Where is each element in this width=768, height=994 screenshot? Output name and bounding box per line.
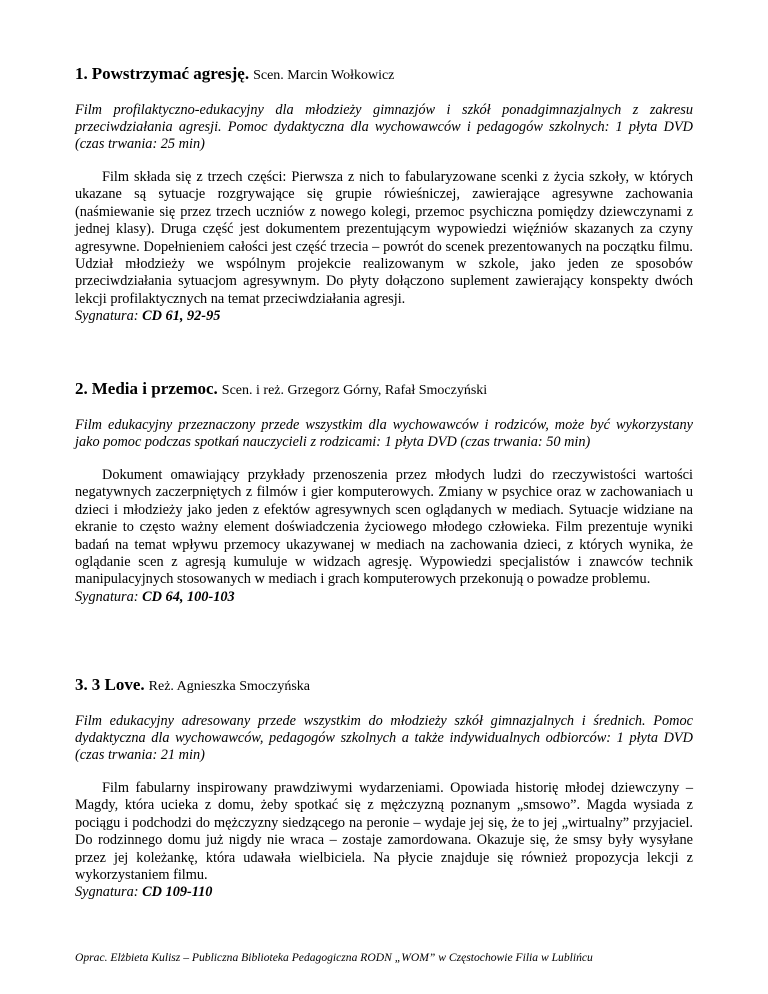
entry-description: Film składa się z trzech części: Pierwsza z nich to fabularyzowane scenki z życia szkoły, w których ukazane są sytuacje rozgrywające się grupie rówieśniczej, zawierające agresywne zachowania (naśmiewanie się przez trzech uczniów z nowego kolegi, przemoc psychiczna pomiędzy dziewczynami z jednej klasy). Druga część jest dokumentem prezentującym wypowiedzi więźniów skazanych za czyny agresywne. Dopełnieniem całości jest część trzecia – powrót do scenek prezentowanych na początku filmu. Udział młodzieży we wspólnym projekcie realizowanym w szkole, jako jeden ze sposobów przeciwdziałania sytuacjom agresywnym. Do płyty dołączono suplement zawierający konspekty dwóch lekcji profilaktycznych na temat przeciwdziałania agresji. [75, 169, 693, 307]
entry-subtitle: Film edukacyjny adresowany przede wszystkim do młodzieży szkół gimnazjalnych i średnich. Pomoc dydaktyczna dla wychowawców, pedagogów szkolnych a także indywidualnych odbiorców: 1 płyta DVD (czas trwania: 21 min) [75, 713, 693, 763]
signature-value: CD 64, 100-103 [142, 588, 235, 605]
entry-credits: Scen. i reż. Grzegorz Górny, Rafał Smoczyński [221, 383, 488, 398]
entry-description: Film fabularny inspirowany prawdziwymi wydarzeniami. Opowiada historię młodej dziewczyny – Magdy, która ucieka z domu, żeby spotkać się z mężczyzną poznanym „smsowo”. Magda wysiada z pociągu i podchodzi do mężczyzny siedzącego na peronie – wydaje jej się, że to jej „wirtualny” przyjaciel. Do rodzinnego domu już nigdy nie wraca – zostaje zamordowana. Okazuje się, że smsy były wysyłane przez jej koleżankę, która udawała wielbiciela. Na płycie znajduje się również propozycja lekcji z wykorzystaniem filmu. [75, 780, 693, 884]
entry-number: 1. [75, 64, 88, 83]
entry-credits: Reż. Agnieszka Smoczyńska [148, 679, 310, 694]
entry-subtitle: Film profilaktyczno-edukacyjny dla młodzieży gimnazjów i szkół ponadgimnazjalnych z zakresu przeciwdziałania agresji. Pomoc dydaktyczna dla wychowawców i pedagogów szkolnych: 1 płyta DVD (czas trwania: 25 min) [75, 102, 693, 152]
signature-label: Sygnatura: [75, 884, 139, 901]
entry-title: Powstrzymać agresję. [91, 64, 250, 83]
entry-signature [75, 308, 693, 325]
signature-value: CD 109-110 [142, 884, 213, 901]
entry-2 [75, 379, 693, 606]
entry-description: Dokument omawiający przykłady przenoszenia przez młodych ludzi do rzeczywistości wartości negatywnych zaczerpniętych z filmów i gier komputerowych. Zmiany w psychice oraz w zachowaniach u dzieci i młodzieży jako jeden z efektów agresywnych scen oglądanych w mediach. Sytuacje widziane na ekranie to często ważny element doświadczenia życiowego młodego człowieka. Film prezentuje wyniki badań na temat wpływu przemocy ukazywanej w mediach na zachowania dzieci, z których wynika, że oglądanie scen z agresją kumuluje w widzach agresję. Wypowiedzi specjalistów i znawców technik manipulacyjnych stosowanych w mediach i grach komputerowych przekonują o powadze problemu. [75, 467, 693, 588]
entry-signature [75, 589, 693, 606]
entry-title: 3 Love. [91, 675, 145, 694]
entry-subtitle: Film edukacyjny przeznaczony przede wszystkim dla wychowawców i rodziców, może być wykorzystany jako pomoc podczas spotkań nauczycieli z rodzicami: 1 płyta DVD (czas trwania: 50 min) [75, 417, 693, 450]
entry-heading [75, 379, 693, 400]
entry-title: Media i przemoc. [91, 379, 218, 398]
entry-heading [75, 64, 693, 85]
entry-number: 2. [75, 379, 88, 398]
signature-label: Sygnatura: [75, 588, 139, 605]
entry-number: 3. [75, 675, 88, 694]
page-footer: Oprac. Elżbieta Kulisz – Publiczna Biblioteka Pedagogiczna RODN „WOM” w Częstochowie Filia w Lublińcu [75, 951, 593, 964]
entry-1 [75, 64, 693, 325]
signature-label: Sygnatura: [75, 308, 139, 325]
entry-heading [75, 675, 693, 696]
signature-value: CD 61, 92-95 [142, 308, 221, 325]
entry-credits: Scen. Marcin Wołkowicz [253, 68, 395, 83]
entry-3 [75, 675, 693, 901]
entry-signature [75, 884, 693, 901]
